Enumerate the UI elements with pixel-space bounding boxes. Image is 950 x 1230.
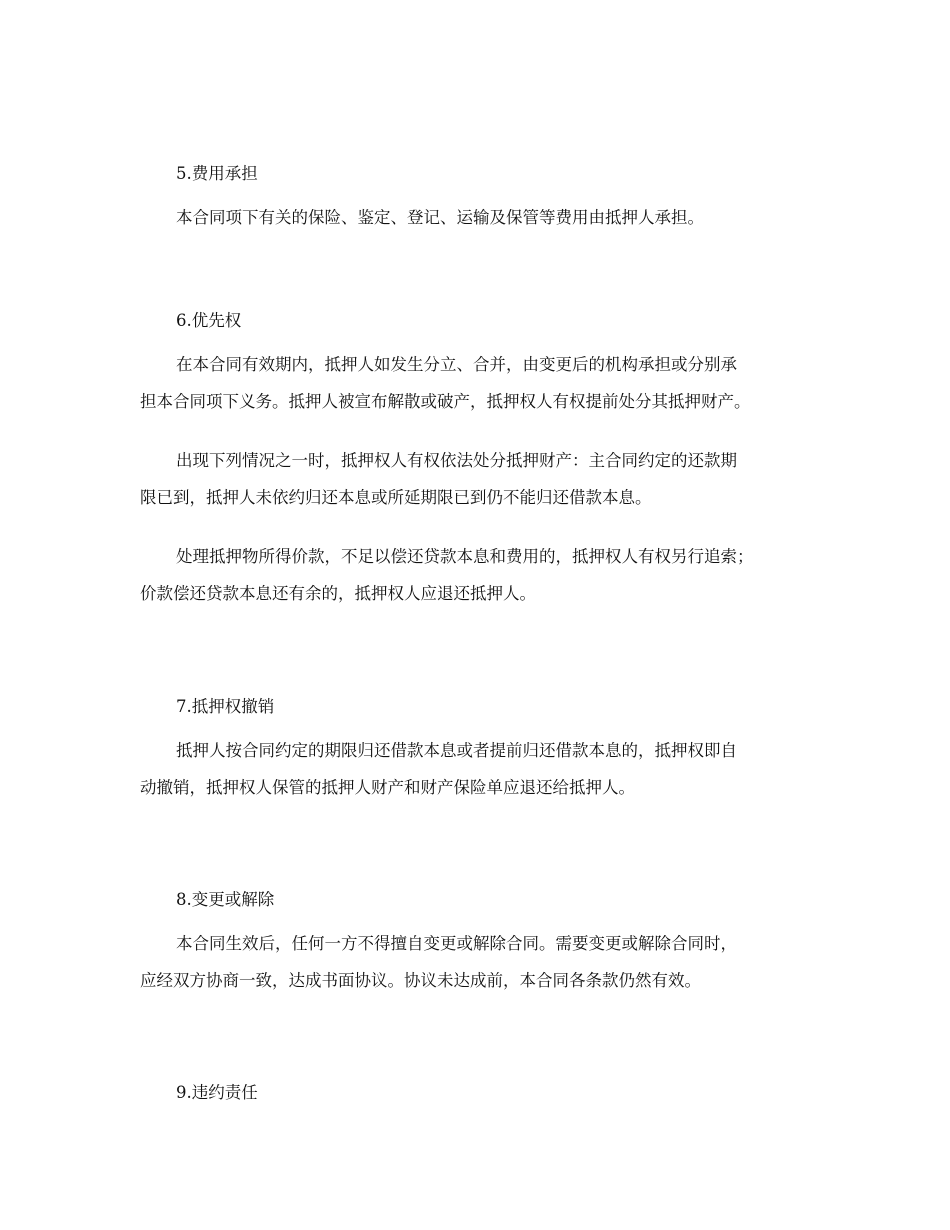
paragraph-line: 处理抵押物所得价款，不足以偿还贷款本息和费用的，抵押权人有权另行追索； <box>176 547 754 566</box>
section-heading-9: 9.违约责任 <box>176 1083 258 1102</box>
paragraph-line: 动撤销，抵押权人保管的抵押人财产和财产保险单应退还给抵押人。 <box>140 778 635 797</box>
paragraph-line: 限已到，抵押人未依约归还本息或所延期限已到仍不能归还借款本息。 <box>140 488 652 507</box>
section-8-paragraph-1 <box>140 925 820 999</box>
paragraph-line: 担本合同项下义务。抵押人被宣布解散或破产，抵押权人有权提前处分其抵押财产。 <box>140 392 751 411</box>
section-6-paragraph-1 <box>140 346 820 420</box>
paragraph-line: 本合同项下有关的保险、鉴定、登记、运输及保管等费用由抵押人承担。 <box>176 208 704 227</box>
paragraph-line: 本合同生效后，任何一方不得擅自变更或解除合同。需要变更或解除合同时， <box>176 934 737 953</box>
paragraph-line: 在本合同有效期内，抵押人如发生分立、合并，由变更后的机构承担或分别承 <box>176 355 737 374</box>
paragraph-line: 抵押人按合同约定的期限归还借款本息或者提前归还借款本息的，抵押权即自 <box>176 741 737 760</box>
section-7-paragraph-1 <box>140 732 820 806</box>
section-6-paragraph-2 <box>140 442 820 516</box>
paragraph-line: 应经双方协商一致，达成书面协议。协议未达成前，本合同各条款仍然有效。 <box>140 971 701 990</box>
section-6-paragraph-3 <box>140 538 820 612</box>
paragraph-line: 出现下列情况之一时，抵押权人有权依法处分抵押财产：主合同约定的还款期 <box>176 451 737 470</box>
section-heading-8: 8.变更或解除 <box>176 890 275 909</box>
section-5-paragraph-1 <box>140 199 820 236</box>
section-heading-5: 5.费用承担 <box>176 164 258 183</box>
section-heading-6: 6.优先权 <box>176 311 242 330</box>
section-heading-7: 7.抵押权撤销 <box>176 697 275 716</box>
paragraph-line: 价款偿还贷款本息还有余的，抵押权人应退还抵押人。 <box>140 584 536 603</box>
